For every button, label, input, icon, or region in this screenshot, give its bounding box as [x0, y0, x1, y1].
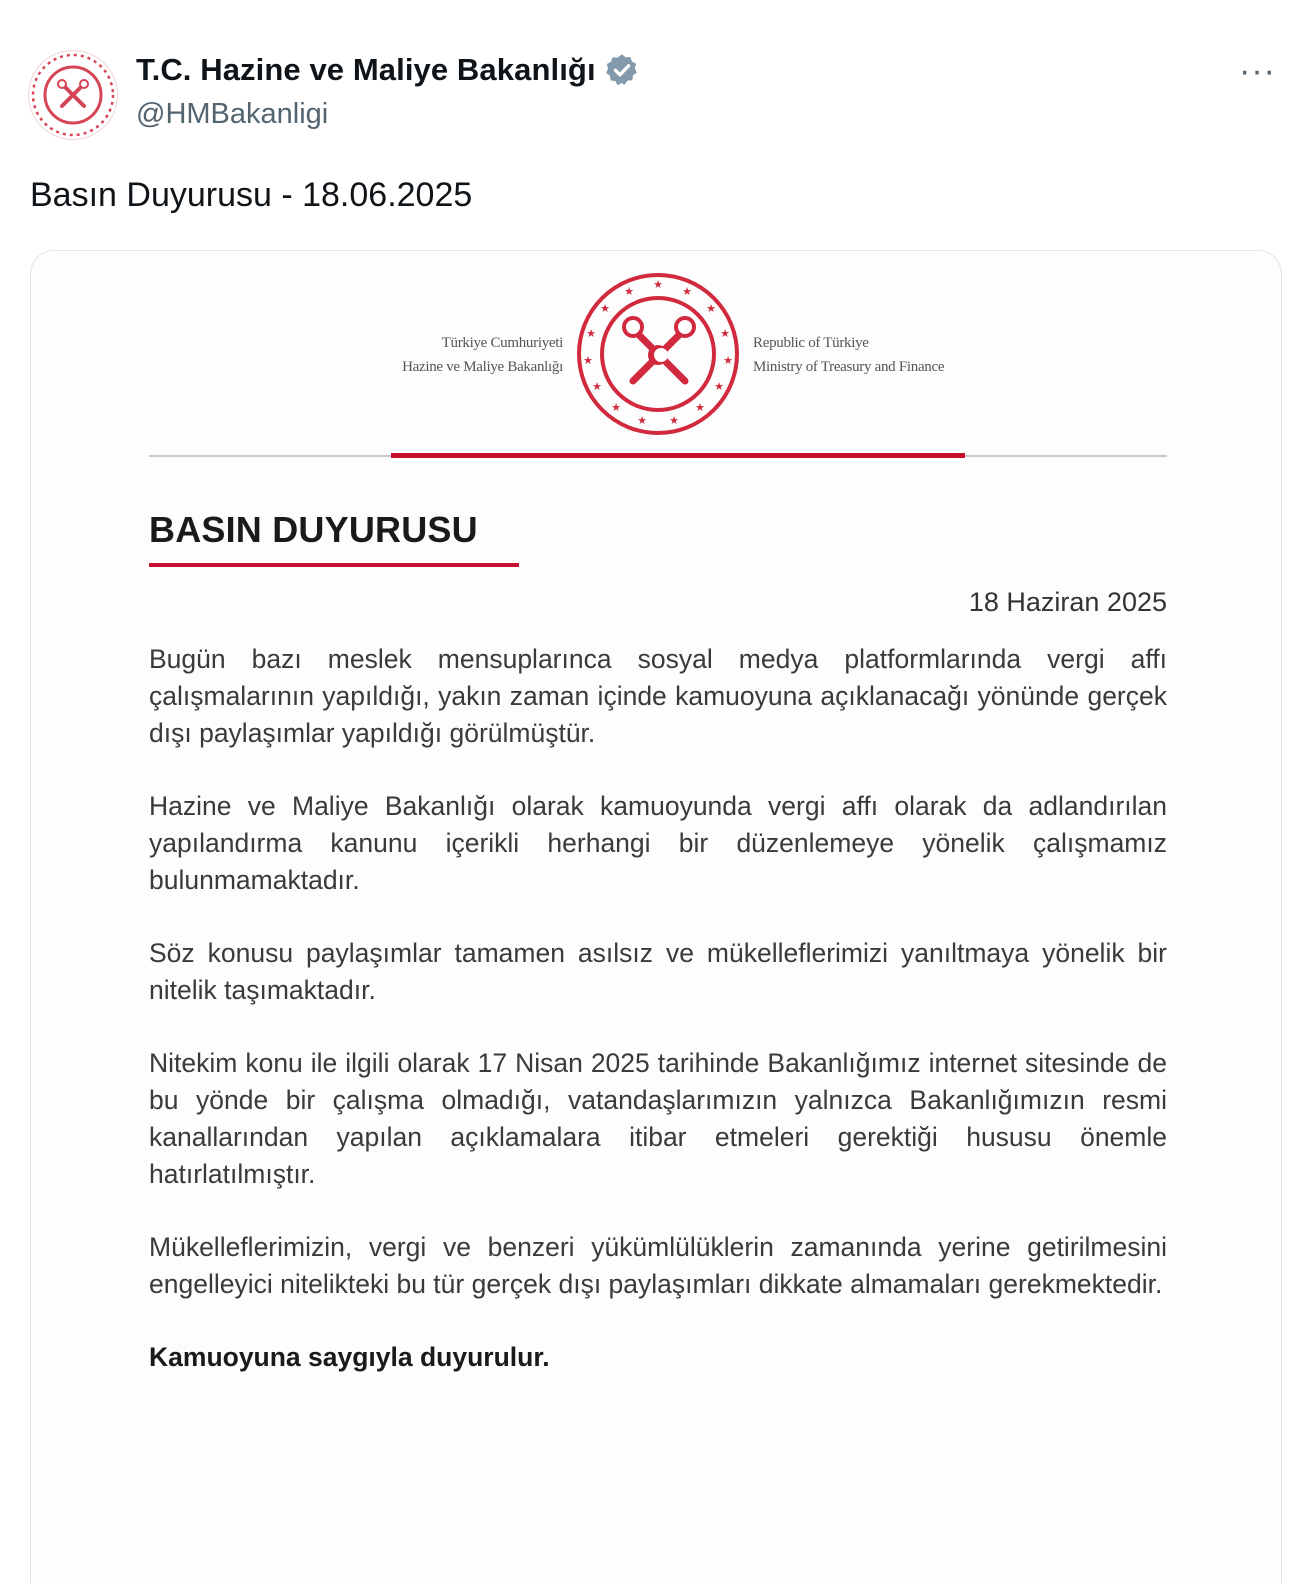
press-release-document: [31, 251, 1281, 1583]
media-image[interactable]: [30, 250, 1282, 1583]
svg-text:★: ★: [695, 401, 705, 414]
svg-text:★: ★: [600, 302, 610, 315]
paragraph: Mükelleflerimizin, vergi ve benzeri yükümlülüklerin zamanında yerine getirilmesini engelleyici nitelikteki bu tür gerçek dışı paylaşımları dikkate almamaları gerekmektedir.: [149, 1232, 1167, 1299]
verified-badge-icon: [604, 52, 640, 88]
svg-text:★: ★: [714, 380, 724, 393]
closing-line: Kamuoyuna saygıyla duyurulur.: [149, 1342, 550, 1372]
svg-text:★: ★: [586, 327, 596, 340]
display-name[interactable]: T.C. Hazine ve Maliye Bakanlığı: [136, 52, 596, 87]
tweet-text: Basın Duyurusu - 18.06.2025: [30, 176, 473, 214]
avatar[interactable]: [28, 50, 118, 140]
svg-text:★: ★: [624, 285, 634, 298]
handle[interactable]: @HMBakanligi: [136, 98, 329, 130]
svg-text:★: ★: [637, 414, 647, 427]
svg-text:★: ★: [653, 278, 663, 291]
paragraph: Söz konusu paylaşımlar tamamen asılsız ve mükelleflerimizi yanıltmaya yönelik bir nitelik taşımaktadır.: [149, 938, 1167, 1005]
header-divider-accent: [391, 453, 965, 458]
more-button[interactable]: ···: [1239, 52, 1276, 90]
letterhead-right-line: Republic of Türkiye: [753, 335, 869, 351]
svg-text:★: ★: [720, 327, 730, 340]
paragraph: Nitekim konu ile ilgili olarak 17 Nisan 2025 tarihinde Bakanlığımız internet sitesinde de bu yönde bir çalışma olmadığı, vatandaşlarımızın yalnızca Bakanlığımızın resmi kanallarından yapılan açıklamalara itibar etmeleri gerektiği hususu önemle hatırlatılmıştır.: [149, 1048, 1167, 1189]
document-date: 18 Haziran 2025: [968, 587, 1167, 617]
ministry-seal-icon: [575, 271, 741, 437]
svg-text:★: ★: [611, 401, 621, 414]
svg-text:★: ★: [592, 380, 602, 393]
svg-text:★: ★: [583, 354, 593, 367]
letterhead-left-line: Türkiye Cumhuriyeti: [441, 335, 563, 351]
svg-text:★: ★: [706, 302, 716, 315]
paragraph: Bugün bazı meslek mensuplarınca sosyal medya platformlarında vergi affı çalışmalarının yapıldığı, yakın zaman içinde kamuoyuna açıklanacağı yönünde gerçek dışı paylaşımlar yapıldığı görülmüştür.: [149, 644, 1167, 748]
ministry-seal-icon: [29, 51, 117, 139]
svg-text:★: ★: [682, 285, 692, 298]
name-row: [136, 52, 640, 88]
svg-text:★: ★: [669, 414, 679, 427]
title-underline: [149, 563, 519, 567]
svg-text:★: ★: [723, 354, 733, 367]
document-body: [149, 641, 1167, 1412]
letterhead-right-line: Ministry of Treasury and Finance: [753, 359, 945, 375]
letterhead-right: [753, 331, 1013, 379]
paragraph: Hazine ve Maliye Bakanlığı olarak kamuoyunda vergi affı olarak da adlandırılan yapılandırma kanunu içerikli herhangi bir düzenlemeye yönelik çalışmamız bulunmamaktadır.: [149, 791, 1167, 895]
letterhead-left-line: Hazine ve Maliye Bakanlığı: [402, 359, 563, 375]
document-title: BASIN DUYURUSU: [149, 509, 478, 550]
letterhead-left: [363, 331, 563, 379]
